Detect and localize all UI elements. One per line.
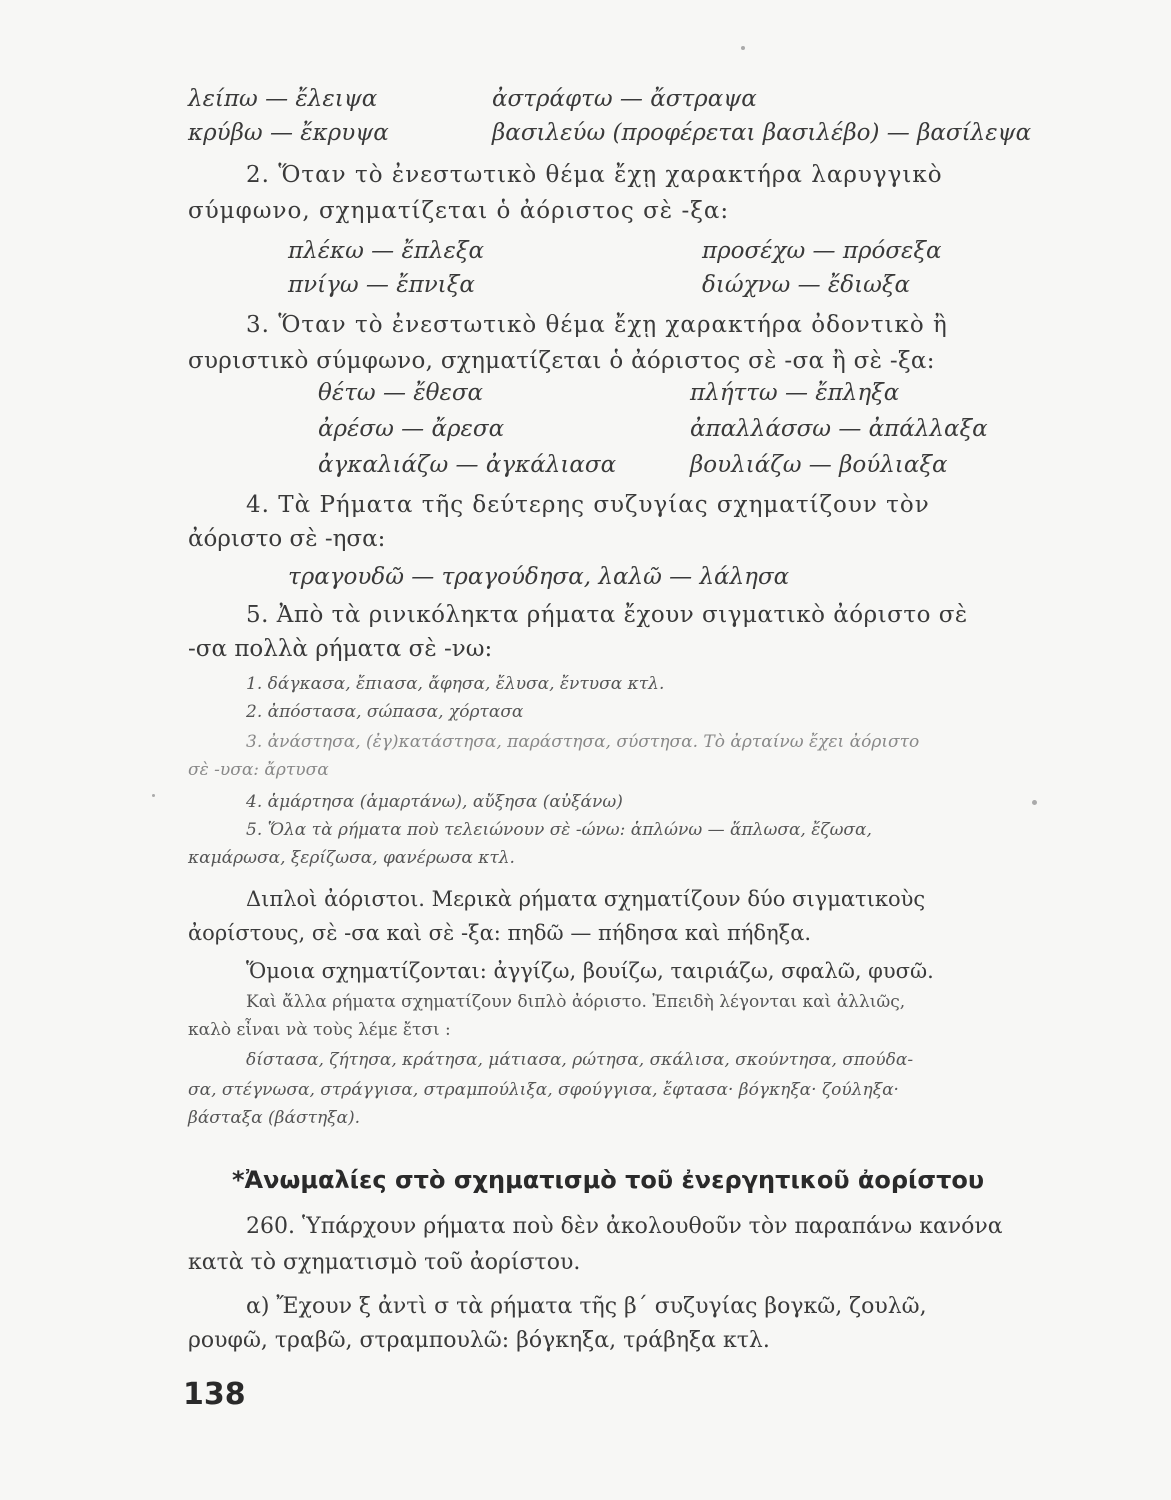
text-line: τραγουδῶ — τραγούδησα, λαλῶ — λάλησα — [288, 564, 790, 590]
text-line: πλήττω — ἔπληξα — [690, 380, 900, 406]
text-line: σὲ -υσα: ἄρτυσα — [188, 760, 329, 780]
text-line: Διπλοὶ ἀόριστοι. Μερικὰ ρήματα σχηματίζουν δύο σιγματικοὺς — [246, 887, 926, 911]
text-line: συριστικὸ σύμφωνο, σχηματίζεται ὁ ἀόριστος σὲ -σα ἢ σὲ -ξα: — [188, 348, 935, 374]
text-line: προσέχω — πρόσεξα — [702, 238, 942, 264]
text-line: σύμφωνο, σχηματίζεται ὁ ἀόριστος σὲ -ξα: — [188, 198, 730, 224]
text-line: βασιλεύω (προφέρεται βασιλέβο) — βασίλεψα — [492, 120, 1032, 146]
text-line: 2. Ὅταν τὸ ἐνεστωτικὸ θέμα ἔχῃ χαρακτήρα λαρυγγικὸ — [246, 162, 943, 188]
text-line: θέτω — ἔθεσα — [318, 380, 484, 406]
page-number: 138 — [183, 1377, 246, 1412]
text-line: Καὶ ἄλλα ρήματα σχηματίζουν διπλὸ ἀόριστο. Ἐπειδὴ λέγονται καὶ ἀλλιῶς, — [246, 992, 906, 1012]
text-line: ἀγκαλιάζω — ἀγκάλιασα — [318, 452, 617, 478]
text-line: διώχνω — ἔδιωξα — [702, 272, 911, 298]
text-line: κατὰ τὸ σχηματισμὸ τοῦ ἀορίστου. — [188, 1250, 581, 1275]
text-line: δίστασα, ζήτησα, κράτησα, μάτιασα, ρώτησα, σκάλισα, σκούντησα, σπούδα- — [246, 1050, 914, 1070]
text-line: 3. ἀνάστησα, (ἐγ)κατάστησα, παράστησα, σύστησα. Τὸ ἀρταίνω ἔχει ἀόριστο — [246, 732, 920, 752]
text-line: 2. ἀπόστασα, σώπασα, χόρτασα — [246, 702, 524, 722]
ink-speck — [152, 794, 155, 797]
text-line: ἀπαλλάσσω — ἀπάλλαξα — [690, 416, 988, 442]
text-line: 5. Ὅλα τὰ ρήματα ποὺ τελειώνουν σὲ -ώνω: ἁπλώνω — ἅπλωσα, ἔζωσα, — [246, 820, 872, 840]
text-line: ἀόριστο σὲ -ησα: — [188, 526, 386, 552]
text-line: σα, στέγνωσα, στράγγισα, στραμπούλιξα, σφούγγισα, ἔφτασα· βόγκηξα· ζούληξα· — [188, 1080, 899, 1100]
text-line: 260. Ὑπάρχουν ρήματα ποὺ δὲν ἀκολουθοῦν τὸν παραπάνω κανόνα — [246, 1214, 1003, 1239]
ink-speck — [1032, 800, 1037, 805]
text-line: 4. ἁμάρτησα (ἁμαρτάνω), αὔξησα (αὐξάνω) — [246, 792, 623, 812]
text-line: Ὅμοια σχηματίζονται: ἀγγίζω, βουίζω, ταιριάζω, σφαλῶ, φυσῶ. — [246, 959, 934, 983]
text-line: ἀορίστους, σὲ -σα καὶ σὲ -ξα: πηδῶ — πήδησα καὶ πήδηξα. — [188, 921, 812, 945]
text-line: καμάρωσα, ξερίζωσα, φανέρωσα κτλ. — [188, 848, 515, 868]
text-line: ρουφῶ, τραβῶ, στραμπουλῶ: βόγκηξα, τράβηξα κτλ. — [188, 1328, 770, 1353]
text-line: -σα πολλὰ ρήματα σὲ -νω: — [188, 636, 493, 662]
text-line: βάσταξα (βάστηξα). — [188, 1108, 361, 1128]
text-line: κρύβω — ἔκρυψα — [188, 120, 389, 146]
text-line: πνίγω — ἔπνιξα — [288, 272, 475, 298]
text-line: 1. δάγκασα, ἔπιασα, ἄφησα, ἔλυσα, ἔντυσα κτλ. — [246, 674, 665, 694]
text-line: 5. Ἀπὸ τὰ ρινικόληκτα ρήματα ἔχουν σιγματικὸ ἀόριστο σὲ — [246, 602, 968, 628]
text-line: 3. Ὅταν τὸ ἐνεστωτικὸ θέμα ἔχῃ χαρακτήρα ὀδοντικὸ ἢ — [246, 312, 948, 338]
text-line: ἀρέσω — ἄρεσα — [318, 416, 505, 442]
text-line: 4. Τὰ Ρήματα τῆς δεύτερης συζυγίας σχηματίζουν τὸν — [246, 492, 930, 518]
text-line: α) Ἔχουν ξ ἀντὶ σ τὰ ρήματα τῆς β΄ συζυγίας βογκῶ, ζουλῶ, — [246, 1294, 927, 1319]
text-line: λείπω — ἔλειψα — [188, 86, 378, 112]
section-heading: *Ἀνωμαλίες στὸ σχηματισμὸ τοῦ ἐνεργητικοῦ ἀορίστου — [232, 1166, 985, 1194]
text-line: πλέκω — ἔπλεξα — [288, 238, 485, 264]
ink-speck — [741, 46, 745, 50]
text-line: καλὸ εἶναι νὰ τοὺς λέμε ἔτσι : — [188, 1020, 451, 1040]
text-line: βουλιάζω — βούλιαξα — [690, 452, 948, 478]
text-line: ἀστράφτω — ἄστραψα — [492, 86, 757, 112]
